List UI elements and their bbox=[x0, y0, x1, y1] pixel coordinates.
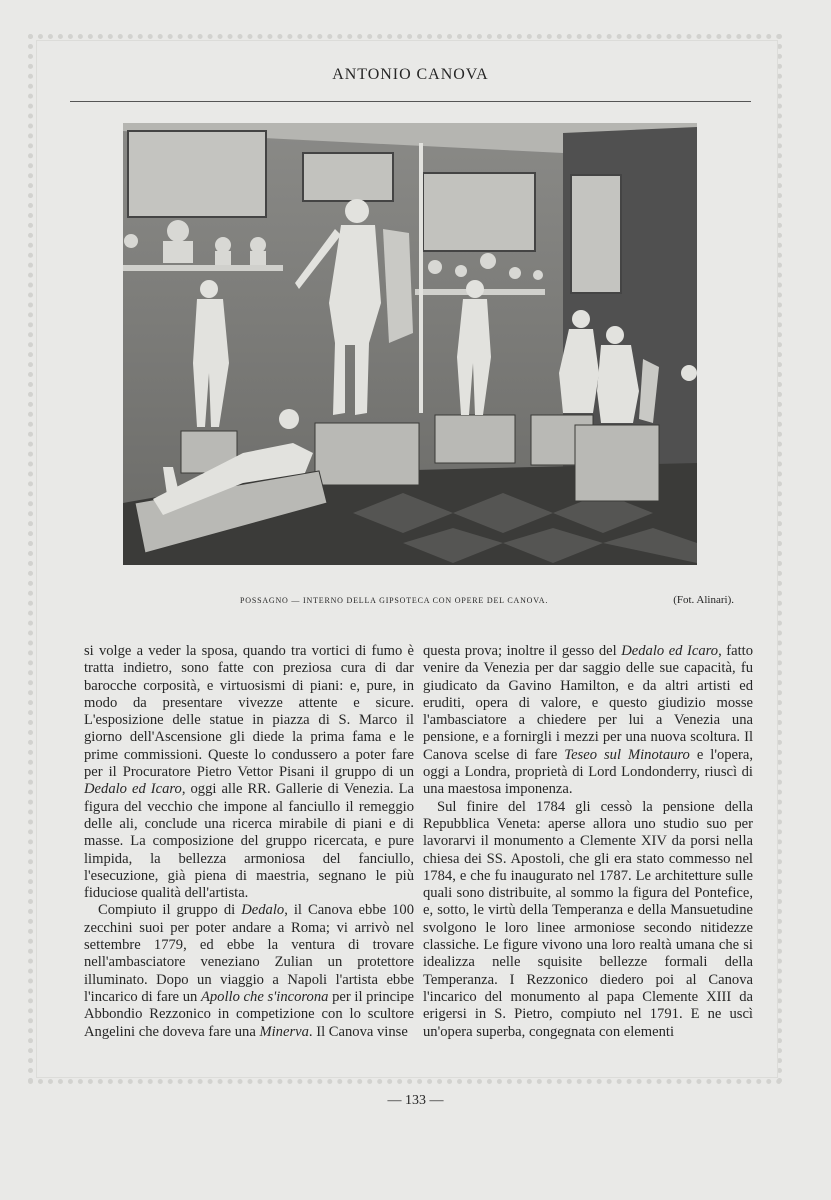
text-run: questa prova; inoltre il gesso del bbox=[423, 643, 622, 659]
header-rule bbox=[70, 101, 751, 102]
text-run: per il principe Abbondio Rezzonico in competizione con lo scultore Angelini che doveva fare una bbox=[84, 988, 414, 1040]
running-head: ANTONIO CANOVA bbox=[332, 66, 489, 83]
paragraph bbox=[84, 902, 414, 1040]
italic-title: Dedalo ed Icaro bbox=[84, 781, 182, 798]
figure-caption: POSSAGNO — INTERNO DELLA GIPSOTECA CON OPERE DEL CANOVA. bbox=[240, 596, 549, 605]
text-column-right bbox=[423, 643, 753, 1041]
text-run: si volge a veder la sposa, quando tra vortici di fumo è tratta indietro, sono fatte con preziosa cura di dar barocche corposità, e virtuosismi di piani: e, pure, in modo da presentare vivezze attente e sicure. L'esposizione delle statue in piazza di S. Marco il giorno dell'Ascensione gli diede la prima fama e le prime commissioni. Queste lo condussero a poter fare per il Procuratore Pietro Vettor Pisani il gruppo di un bbox=[84, 643, 414, 781]
text-run: Compiuto il gruppo di bbox=[98, 902, 242, 919]
text-run: e l'opera, oggi a Londra, proprietà di Lord Londonderry, riuscì di una maestosa imponenza. bbox=[423, 746, 753, 798]
text-run: , il Canova ebbe 100 zecchini suoi per poter andare a Roma; vi arrivò nel settembre 1779, ed ebbe la ventura di trovare nell'ambasciatore veneziano Zulian un protettore illuminato. Dopo un viaggio a Napoli l'artista ebbe l'incarico di fare un bbox=[84, 902, 414, 1005]
italic-title: Dedalo ed Icaro bbox=[621, 643, 719, 659]
text-run: . Il Canova vinse bbox=[308, 1023, 408, 1040]
gallery-photo bbox=[123, 123, 697, 565]
page-number: — 133 — bbox=[387, 1093, 444, 1108]
paragraph bbox=[423, 799, 753, 1041]
italic-title: Dedalo bbox=[241, 902, 285, 919]
text-run: , fatto venire da Venezia per dar saggio delle sue capacità, fu giudicato da Gavino Hamilton, e da altri artisti ed eruditi, opera di valore, e questo giudizio mosse l'ambasciatore a chiedere per lui a Venezia una pensione, e a fornirgli i mezzi per una nuova scoltura. Il Canova scelse di fare bbox=[423, 643, 753, 763]
photo-credit: (Fot. Alinari). bbox=[673, 594, 734, 606]
text-column-left bbox=[84, 643, 414, 1041]
italic-title: Apollo che s'incorona bbox=[200, 988, 329, 1005]
photo-drawing bbox=[123, 123, 697, 565]
italic-title: Teseo sul Minotauro bbox=[564, 746, 690, 763]
text-run: Sul finire del 1784 gli cessò la pensione della Repubblica Veneta: aperse allora uno studio suo per lavorarvi il monumento a Clemente XIV da porsi nella chiesa dei SS. Apostoli, che gli era stato commesso nel 1784, e che fu inaugurato nel 1787. Le architetture sulle quali sono distribuite, al sommo la figura del Pontefice, e, sotto, le virtù della Temperanza e della Mansuetudine svolgono le loro linee armoniose secondo nitidezze classiche. Le figure vivono una loro realtà umana che si idealizza nelle squisite bellezze formali della Temperanza. I Rezzonico diedero poi al Canova l'incarico del monumento al papa Clemente XIII da erigersi in S. Pietro, compiuto nel 1791. E ne uscì un'opera superba, congegnata con elementi bbox=[423, 798, 753, 1040]
paragraph bbox=[84, 643, 414, 902]
text-run: , oggi alle RR. Gallerie di Venezia. La figura del vecchio che impone al fanciullo il remeggio delle ali, conclude una ricerca mirabile di piani e di masse. La composizione del gruppo ricercata, e pure limpida, la bellezza armoniosa del fanciullo, l'esecuzione, già piena di maestria, segnano le più fiduciose qualità dell'artista. bbox=[84, 781, 414, 902]
italic-title: Minerva bbox=[259, 1023, 309, 1040]
paragraph bbox=[423, 643, 753, 799]
